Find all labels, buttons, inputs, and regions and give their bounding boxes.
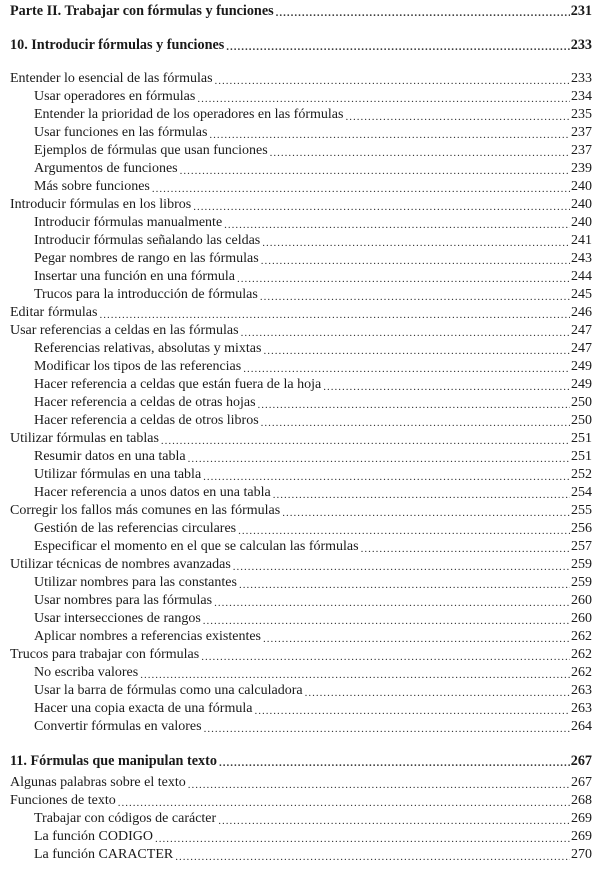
toc-entry-page: 262 — [571, 647, 592, 662]
toc-entry-title: La función CODIGO — [34, 829, 153, 844]
toc-entry-title: Utilizar fórmulas en tablas — [10, 431, 159, 446]
toc-entry-page: 250 — [571, 395, 592, 410]
toc-entry-title: Algunas palabras sobre el texto — [10, 775, 186, 790]
toc-entry-page: 269 — [571, 811, 592, 826]
toc-entry — [0, 664, 600, 682]
toc-entry — [0, 484, 600, 502]
toc-entry — [0, 556, 600, 574]
toc-entry-page: 241 — [571, 233, 592, 248]
toc-entry-page: 267 — [570, 753, 592, 769]
toc-entry-page: 245 — [571, 287, 592, 302]
dot-leader — [175, 846, 570, 864]
dot-leader — [201, 646, 570, 664]
toc-entry-page: 237 — [571, 143, 592, 158]
toc-entry-page: 269 — [571, 829, 592, 844]
dot-leader — [261, 412, 570, 430]
toc-entry — [0, 430, 600, 448]
toc-entry-page: 251 — [571, 449, 592, 464]
dot-leader — [203, 466, 570, 484]
dot-leader — [180, 160, 570, 178]
dot-leader — [276, 2, 570, 20]
toc-entry-page: 263 — [571, 701, 592, 716]
toc-entry-title: Insertar una función en una fórmula — [34, 269, 235, 284]
toc-entry — [0, 88, 600, 106]
toc-entry-page: 235 — [571, 107, 592, 122]
toc-entry-page: 247 — [571, 323, 592, 338]
toc-entry-title: No escriba valores — [34, 665, 139, 680]
dot-leader — [273, 484, 570, 502]
toc-entry-page: 239 — [571, 161, 592, 176]
toc-entry-title: Modificar los tipos de las referencias — [34, 359, 242, 374]
toc-entry — [0, 646, 600, 664]
toc-entry-page: 250 — [571, 413, 592, 428]
toc-entry-title: Funciones de texto — [10, 793, 116, 808]
dot-leader — [188, 774, 570, 792]
toc-entry-page: 231 — [570, 3, 592, 19]
dot-leader — [203, 610, 570, 628]
dot-leader — [161, 430, 570, 448]
dot-leader — [118, 792, 570, 810]
toc-entry-title: Usar referencias a celdas en las fórmulas — [10, 323, 239, 338]
toc-entry-title: Hacer referencia a celdas de otras hojas — [34, 395, 256, 410]
toc-entry-title: Hacer referencia a celdas de otros libros — [34, 413, 259, 428]
toc-entry-page: 268 — [571, 793, 592, 808]
toc-entry-title: Trucos para la introducción de fórmulas — [34, 287, 258, 302]
toc-entry — [0, 124, 600, 142]
toc-entry-page: 237 — [571, 125, 592, 140]
toc-entry-title: Convertir fórmulas en valores — [34, 719, 202, 734]
dot-leader — [233, 556, 570, 574]
toc-entry — [0, 304, 600, 322]
toc-entry-title: Utilizar fórmulas en una tabla — [34, 467, 202, 482]
toc-entry-page: 255 — [571, 503, 592, 518]
toc-entry-title: La función CARACTER — [34, 847, 174, 862]
toc-entry-title: Usar la barra de fórmulas como una calculadora — [34, 683, 303, 698]
toc-entry-page: 264 — [571, 719, 592, 734]
toc-entry-page: 243 — [571, 251, 592, 266]
toc-entry-page: 249 — [571, 377, 592, 392]
dot-leader — [262, 232, 570, 250]
toc-entry-title: Usar funciones en las fórmulas — [34, 125, 208, 140]
toc-entry-title: Entender lo esencial de las fórmulas — [10, 71, 213, 86]
toc-entry-page: 246 — [571, 305, 592, 320]
dot-leader — [224, 214, 570, 232]
toc-entry-page: 240 — [571, 215, 592, 230]
dot-leader — [323, 376, 570, 394]
toc-entry — [0, 538, 600, 556]
toc-entry — [0, 268, 600, 286]
toc-entry — [0, 2, 600, 20]
dot-leader — [197, 88, 570, 106]
toc-entry — [0, 376, 600, 394]
toc-entry — [0, 574, 600, 592]
dot-leader — [254, 700, 570, 718]
dot-leader — [99, 304, 570, 322]
dot-leader — [215, 70, 570, 88]
dot-leader — [239, 574, 570, 592]
toc-entry-page: 254 — [571, 485, 592, 500]
toc-entry-page: 244 — [571, 269, 592, 284]
toc-entry-page: 234 — [571, 89, 592, 104]
toc-entry-title: Corregir los fallos más comunes en las fórmulas — [10, 503, 281, 518]
toc-entry-page: 270 — [571, 847, 592, 862]
toc-entry — [0, 196, 600, 214]
toc-entry-title: Pegar nombres de rango en las fórmulas — [34, 251, 259, 266]
toc-entry-page: 240 — [571, 197, 592, 212]
toc-entry — [0, 700, 600, 718]
toc-entry-title: 10. Introducir fórmulas y funciones — [10, 37, 225, 53]
toc-entry-page: 259 — [571, 575, 592, 590]
toc-entry — [0, 628, 600, 646]
toc-entry — [0, 828, 600, 846]
toc-entry — [0, 846, 600, 864]
toc-entry-page: 262 — [571, 665, 592, 680]
toc-entry-title: Utilizar nombres para las constantes — [34, 575, 237, 590]
dot-leader — [155, 828, 570, 846]
toc-entry-page: 233 — [570, 37, 592, 53]
toc-entry — [0, 810, 600, 828]
toc-entry-page: 262 — [571, 629, 592, 644]
dot-leader — [152, 178, 570, 196]
toc-entry-title: Más sobre funciones — [34, 179, 150, 194]
toc-entry-title: Usar intersecciones de rangos — [34, 611, 201, 626]
toc-entry — [0, 232, 600, 250]
toc-entry — [0, 250, 600, 268]
dot-leader — [305, 682, 570, 700]
toc-entry — [0, 160, 600, 178]
dot-leader — [237, 268, 570, 286]
toc-entry-title: Utilizar técnicas de nombres avanzadas — [10, 557, 231, 572]
dot-leader — [345, 106, 570, 124]
toc-entry-title: Trabajar con códigos de carácter — [34, 811, 217, 826]
toc-entry — [0, 286, 600, 304]
toc-entry — [0, 322, 600, 340]
toc-entry — [0, 178, 600, 196]
toc-entry-page: 249 — [571, 359, 592, 374]
toc-entry-page: 257 — [571, 539, 592, 554]
dot-leader — [243, 358, 570, 376]
toc-entry-title: Editar fórmulas — [10, 305, 98, 320]
toc-entry-title: Usar operadores en fórmulas — [34, 89, 196, 104]
toc-entry-title: 11. Fórmulas que manipulan texto — [10, 753, 217, 769]
toc-entry — [0, 520, 600, 538]
toc-entry-page: 251 — [571, 431, 592, 446]
dot-leader — [188, 448, 570, 466]
toc-entry — [0, 774, 600, 792]
toc-entry — [0, 718, 600, 736]
toc-entry-title: Referencias relativas, absolutas y mixtas — [34, 341, 262, 356]
toc-entry-title: Especificar el momento en el que se calculan las fórmulas — [34, 539, 359, 554]
toc-entry-title: Resumir datos en una tabla — [34, 449, 186, 464]
toc-entry-page: 256 — [571, 521, 592, 536]
toc-entry-title: Trucos para trabajar con fórmulas — [10, 647, 200, 662]
dot-leader — [193, 196, 570, 214]
toc-entry-title: Introducir fórmulas manualmente — [34, 215, 223, 230]
toc-entry — [0, 610, 600, 628]
toc-entry-page: 263 — [571, 683, 592, 698]
toc-entry — [0, 358, 600, 376]
dot-leader — [204, 718, 570, 736]
dot-leader — [263, 628, 570, 646]
dot-leader — [260, 286, 570, 304]
dot-leader — [282, 502, 570, 520]
toc-entry-page: 260 — [571, 611, 592, 626]
toc-entry-title: Parte II. Trabajar con fórmulas y funciones — [10, 3, 274, 19]
toc-entry — [0, 448, 600, 466]
toc-entry-title: Hacer una copia exacta de una fórmula — [34, 701, 253, 716]
toc-entry — [0, 792, 600, 810]
dot-leader — [258, 394, 570, 412]
toc-entry — [0, 412, 600, 430]
toc-entry-page: 260 — [571, 593, 592, 608]
dot-leader — [218, 810, 570, 828]
toc-entry-title: Gestión de las referencias circulares — [34, 521, 237, 536]
dot-leader — [241, 322, 570, 340]
toc-entry-title: Usar nombres para las fórmulas — [34, 593, 213, 608]
toc-entry — [0, 142, 600, 160]
toc-entry-page: 233 — [571, 71, 592, 86]
toc-entry-title: Hacer referencia a unos datos en una tabla — [34, 485, 271, 500]
dot-leader — [263, 340, 570, 358]
toc-entry-page: 252 — [571, 467, 592, 482]
toc-entry — [0, 466, 600, 484]
toc-entry — [0, 340, 600, 358]
toc-entry-title: Aplicar nombres a referencias existentes — [34, 629, 262, 644]
toc-entry — [0, 502, 600, 520]
toc-entry — [0, 592, 600, 610]
toc-entry — [0, 36, 600, 54]
dot-leader — [209, 124, 570, 142]
dot-leader — [261, 250, 570, 268]
toc-entry — [0, 682, 600, 700]
toc-entry-title: Hacer referencia a celdas que están fuera de la hoja — [34, 377, 322, 392]
toc-entry-title: Ejemplos de fórmulas que usan funciones — [34, 143, 268, 158]
toc-entry-page: 240 — [571, 179, 592, 194]
toc-entry — [0, 214, 600, 232]
toc-entry-title: Introducir fórmulas en los libros — [10, 197, 192, 212]
toc-entry-title: Entender la prioridad de los operadores en las fórmulas — [34, 107, 344, 122]
dot-leader — [219, 752, 570, 770]
toc-entry — [0, 70, 600, 88]
toc-entry-title: Introducir fórmulas señalando las celdas — [34, 233, 261, 248]
toc-entry-page: 247 — [571, 341, 592, 356]
dot-leader — [238, 520, 570, 538]
dot-leader — [270, 142, 570, 160]
toc-entry — [0, 106, 600, 124]
toc-entry — [0, 752, 600, 770]
toc-entry-page: 259 — [571, 557, 592, 572]
dot-leader — [226, 36, 569, 54]
toc-entry-page: 267 — [571, 775, 592, 790]
dot-leader — [214, 592, 570, 610]
dot-leader — [361, 538, 570, 556]
toc-entry-title: Argumentos de funciones — [34, 161, 178, 176]
toc-entry — [0, 394, 600, 412]
dot-leader — [140, 664, 570, 682]
